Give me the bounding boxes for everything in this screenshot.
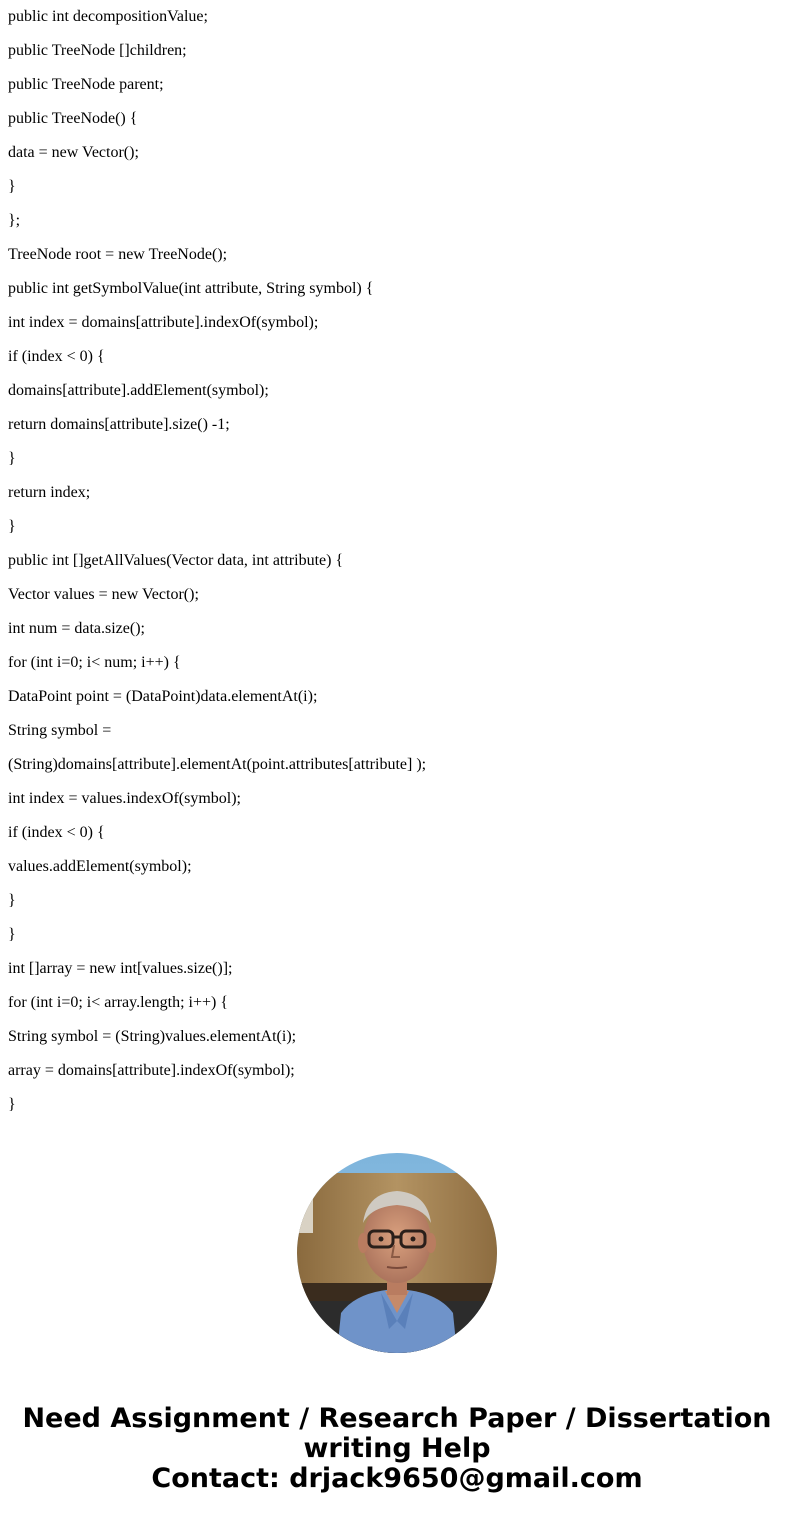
code-line: Vector values = new Vector();: [8, 586, 199, 603]
code-line: public TreeNode parent;: [8, 76, 164, 93]
code-line: return domains[attribute].size() -1;: [8, 416, 230, 433]
code-line: for (int i=0; i< array.length; i++) {: [8, 994, 229, 1011]
code-line: TreeNode root = new TreeNode();: [8, 246, 228, 263]
code-line: public TreeNode []children;: [8, 42, 187, 59]
code-line: String symbol =: [8, 722, 112, 739]
code-line: int []array = new int[values.size()];: [8, 960, 233, 977]
code-line: public int getSymbolValue(int attribute, String symbol) {: [8, 280, 374, 297]
code-line: public int decompositionValue;: [8, 8, 208, 25]
code-line: };: [8, 212, 21, 229]
code-line: int num = data.size();: [8, 620, 145, 637]
code-line: }: [8, 518, 16, 535]
code-line: array = domains[attribute].indexOf(symbol);: [8, 1062, 295, 1079]
promo-contact: Contact: drjack9650@gmail.com: [151, 1463, 643, 1494]
code-line: }: [8, 178, 16, 195]
promo-banner: [0, 1404, 794, 1494]
code-line: return index;: [8, 484, 91, 501]
author-avatar: [297, 1153, 497, 1353]
code-line: (String)domains[attribute].elementAt(point.attributes[attribute] );: [8, 756, 427, 773]
code-line: DataPoint point = (DataPoint)data.elementAt(i);: [8, 688, 318, 705]
code-line: values.addElement(symbol);: [8, 858, 192, 875]
code-line: public int []getAllValues(Vector data, int attribute) {: [8, 552, 344, 569]
code-line: public TreeNode() {: [8, 110, 138, 127]
promo-line-1: Need Assignment / Research Paper / Dissertation: [22, 1403, 772, 1434]
code-line: String symbol = (String)values.elementAt(i);: [8, 1028, 297, 1045]
code-line: if (index < 0) {: [8, 824, 105, 841]
code-line: if (index < 0) {: [8, 348, 105, 365]
person-portrait-icon: [297, 1153, 497, 1353]
code-line: int index = domains[attribute].indexOf(symbol);: [8, 314, 319, 331]
code-line: for (int i=0; i< num; i++) {: [8, 654, 181, 671]
code-listing: [8, 0, 426, 1122]
code-line: domains[attribute].addElement(symbol);: [8, 382, 269, 399]
code-line: data = new Vector();: [8, 144, 139, 161]
code-line: }: [8, 1096, 16, 1113]
code-line: }: [8, 926, 16, 943]
code-line: }: [8, 892, 16, 909]
code-line: }: [8, 450, 16, 467]
code-line: int index = values.indexOf(symbol);: [8, 790, 241, 807]
promo-line-2: writing Help: [303, 1433, 491, 1464]
